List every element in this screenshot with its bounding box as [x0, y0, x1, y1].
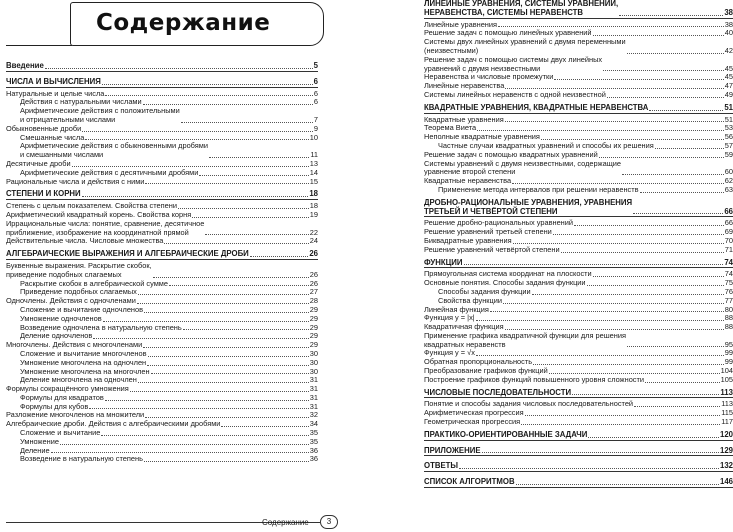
- toc-entry-title: Построение графиков функций повышенного уровня сложности: [424, 374, 645, 384]
- toc-entry-title: Теорема Виета: [424, 123, 477, 133]
- toc-entry-title: Возведение одночлена в натуральную степень: [20, 322, 182, 332]
- dot-leader: [205, 234, 308, 235]
- toc-page-number: 18: [309, 189, 318, 199]
- toc-page-number: 6: [313, 88, 318, 98]
- toc-page-number: 31: [309, 375, 318, 385]
- dot-leader: [532, 294, 724, 295]
- dot-leader: [490, 311, 724, 312]
- dot-leader: [649, 110, 723, 111]
- toc-page-number: 49: [724, 89, 733, 99]
- toc-entry[interactable]: [6, 178, 318, 187]
- dot-leader: [572, 394, 719, 395]
- toc-section-heading[interactable]: [6, 78, 318, 87]
- toc-entry-title: Функция y = |x|: [424, 313, 475, 323]
- dot-leader: [138, 294, 309, 295]
- dot-leader: [477, 130, 724, 131]
- toc-page-number: 6: [313, 97, 318, 107]
- toc-entry-title: Формулы для кубов: [20, 401, 89, 411]
- toc-entry-title: Применение графика квадратичной функции для решения квадратных неравенств: [424, 330, 626, 349]
- dot-leader: [138, 382, 309, 383]
- toc-entry-title: Неравенства и числовые промежутки: [424, 72, 554, 82]
- toc-page-number: 53: [724, 123, 733, 133]
- toc-section-heading[interactable]: [424, 478, 733, 487]
- toc-page-number: 13: [309, 158, 318, 168]
- toc-page-number: 30: [309, 348, 318, 358]
- toc-entry-title: Приведение подобных слагаемых: [20, 287, 137, 297]
- dot-leader: [541, 139, 724, 140]
- toc-page-number: 10: [309, 132, 318, 142]
- toc-entry[interactable]: [6, 220, 318, 238]
- toc-section-heading[interactable]: [424, 199, 733, 217]
- toc-entry-title: Решение задач с помощью системы двух линейных уравнений с двумя неизвестными: [424, 54, 603, 73]
- dot-leader: [505, 329, 724, 330]
- toc-entry-title: Преобразование графиков функций: [424, 366, 548, 376]
- toc-page-number: 129: [719, 445, 733, 455]
- toc-entry-title: АЛГЕБРАИЧЕСКИЕ ВЫРАЖЕНИЯ И АЛГЕБРАИЧЕСКИЕ ДРОБИ: [6, 249, 249, 259]
- toc-entry-title: ЛИНЕЙНЫЕ УРАВНЕНИЯ, СИСТЕМЫ УРАВНЕНИЙ, НЕРАВЕНСТВА, СИСТЕМЫ НЕРАВЕНСТВ: [424, 0, 619, 17]
- toc-page-number: 29: [309, 313, 318, 323]
- dot-leader: [151, 373, 309, 374]
- toc-entry-title: Десятичные дроби: [6, 158, 71, 168]
- dot-leader: [593, 35, 724, 36]
- toc-entry-title: ФУНКЦИИ: [424, 257, 463, 267]
- dot-leader: [130, 391, 309, 392]
- section-heading-block: [6, 62, 318, 72]
- dot-leader: [137, 303, 309, 304]
- toc-page-number: 36: [309, 445, 318, 455]
- dot-leader: [153, 277, 309, 278]
- toc-entry-title: Введение: [6, 61, 44, 70]
- dot-leader: [145, 417, 309, 418]
- dot-leader: [89, 408, 309, 409]
- toc-page-number: 11: [310, 150, 318, 160]
- toc-section-heading[interactable]: [424, 0, 733, 18]
- toc-page-number: 62: [724, 176, 733, 186]
- toc-entry-title: Применение метода интервалов при решении неравенств: [438, 184, 639, 194]
- toc-page-number: 28: [309, 296, 318, 306]
- toc-page-number: 77: [724, 295, 733, 305]
- toc-entry-title: Рациональные числа и действия с ними: [6, 176, 145, 186]
- toc-page-number: 99: [724, 357, 733, 367]
- toc-entry[interactable]: [6, 455, 318, 464]
- toc-entry-title: Арифметический квадратный корень. Свойства корня: [6, 209, 192, 219]
- section-heading-block: [6, 250, 318, 260]
- toc-entry-title: Частные случаи квадратных уравнений и способы их решения: [438, 140, 654, 150]
- toc-entry-title: Сложение и вычитание многочленов: [20, 348, 147, 358]
- toc-entry-title: Неполные квадратные уравнения: [424, 132, 540, 142]
- dot-leader: [554, 79, 723, 80]
- toc-entry-title: Деление многочлена на одночлен: [20, 375, 137, 385]
- toc-page-number: 18: [309, 201, 318, 211]
- toc-page-number: 42: [724, 45, 733, 55]
- section-heading-block: [6, 190, 318, 200]
- toc-page-number: 9: [313, 123, 318, 133]
- toc-entry-title: Буквенные выражения. Раскрытие скобок, приведение подобных слагаемых: [6, 260, 152, 279]
- section-heading-block: [424, 478, 733, 488]
- toc-page-number: 117: [721, 417, 733, 427]
- toc-page-number: 51: [724, 114, 733, 124]
- toc-page-number: 29: [309, 331, 318, 341]
- toc-entry[interactable]: [424, 418, 733, 427]
- toc-entry-title: Решение задач с помощью линейных уравнений: [424, 28, 592, 38]
- dot-leader: [503, 303, 724, 304]
- dot-leader: [60, 444, 309, 445]
- toc-section-heading[interactable]: [6, 250, 318, 259]
- toc-page-number: 40: [724, 28, 733, 38]
- toc-page-number: 71: [724, 244, 733, 254]
- toc-page-number: 47: [724, 81, 733, 91]
- toc-entry[interactable]: [424, 91, 733, 100]
- toc-entry-title: Квадратичная функция: [424, 322, 504, 332]
- dot-leader: [147, 365, 309, 366]
- toc-entry-title: ОТВЕТЫ: [424, 461, 459, 471]
- toc-entry-title: Возведение в натуральную степень: [20, 454, 143, 464]
- toc-page-number: 60: [724, 167, 733, 177]
- toc-page-number: 113: [721, 399, 733, 409]
- toc-page-number: 27: [309, 287, 318, 297]
- toc-entry-title: Решение уравнений четвёртой степени: [424, 244, 560, 254]
- dot-leader: [178, 208, 309, 209]
- dot-leader: [587, 285, 724, 286]
- dot-leader: [561, 252, 724, 253]
- toc-page-number: 66: [724, 206, 733, 216]
- toc-entry-title: Степень с целым показателем. Свойства степени: [6, 201, 177, 211]
- toc-page-number: 34: [309, 419, 318, 429]
- toc-entry[interactable]: [424, 38, 733, 56]
- toc-page-number: 38: [724, 7, 733, 17]
- toc-entry-title: Решение задач с помощью квадратных уравнений: [424, 149, 598, 159]
- toc-page-number: 45: [724, 72, 733, 82]
- dot-leader: [85, 139, 308, 140]
- toc-page-number: 5: [313, 61, 318, 70]
- dot-leader: [144, 461, 309, 462]
- toc-page-number: 14: [309, 167, 318, 177]
- toc-entry-title: Обыкновенные дроби: [6, 123, 82, 133]
- toc-page-number: 146: [719, 477, 733, 487]
- toc-section-heading[interactable]: [424, 447, 733, 456]
- toc-entry-title: Сложение и вычитание одночленов: [20, 304, 144, 314]
- dot-leader: [250, 256, 309, 257]
- section-heading-block: [424, 199, 733, 218]
- toc-page-number: 30: [309, 366, 318, 376]
- dot-leader: [102, 84, 313, 85]
- dot-leader: [498, 26, 724, 27]
- toc-page-number: 24: [309, 236, 318, 246]
- dot-leader: [72, 166, 309, 167]
- toc-page-number: 80: [724, 304, 733, 314]
- toc-page-number: 31: [309, 401, 318, 411]
- toc-section-heading[interactable]: [424, 431, 733, 440]
- toc-entry[interactable]: [6, 262, 318, 280]
- toc-page-number: 26: [309, 249, 318, 259]
- dot-leader: [513, 243, 724, 244]
- footer-label: Содержание: [262, 518, 309, 527]
- toc-entry-title: Арифметические действия с десятичными дробями: [20, 167, 199, 177]
- toc-entry-title: Решение дробно-рациональных уравнений: [424, 218, 574, 228]
- toc-entry-title: Сложение и вычитание: [20, 428, 101, 438]
- toc-section-heading[interactable]: [424, 104, 733, 113]
- dot-leader: [619, 15, 723, 16]
- toc-entry-title: Алгебраические дроби. Действия с алгебраическими дробями: [6, 419, 221, 429]
- toc-entry-title: Арифметическая прогрессия: [424, 408, 524, 418]
- toc-page-number: 69: [724, 227, 733, 237]
- toc-entry-title: Решение уравнений третьей степени: [424, 227, 552, 237]
- toc-entry-title: Умножение многочлена на одночлен: [20, 357, 147, 367]
- toc-section-heading[interactable]: [6, 62, 318, 71]
- toc-entry-title: Линейные неравенства: [424, 81, 505, 91]
- dot-leader: [549, 373, 720, 374]
- toc-entry[interactable]: [424, 376, 733, 385]
- toc-page-number: 22: [309, 227, 318, 237]
- toc-page-number: 57: [724, 140, 733, 150]
- toc-entry-title: СТЕПЕНИ И КОРНИ: [6, 189, 81, 199]
- toc-page-number: 88: [724, 313, 733, 323]
- toc-entry[interactable]: [424, 160, 733, 178]
- page-number-badge: 3: [320, 515, 338, 529]
- dot-leader: [553, 234, 724, 235]
- toc-page-number: 26: [309, 269, 318, 279]
- toc-page-number: 31: [309, 392, 318, 402]
- section-heading-block: [424, 447, 733, 457]
- toc-entry-title: Квадратные неравенства: [424, 176, 512, 186]
- dot-leader: [144, 312, 309, 313]
- dot-leader: [148, 356, 309, 357]
- toc-entry-title: ЧИСЛОВЫЕ ПОСЛЕДОВАТЕЛЬНОСТИ: [424, 387, 572, 397]
- dot-leader: [633, 213, 723, 214]
- toc-page-number: 105: [720, 374, 733, 384]
- dot-leader: [143, 104, 313, 105]
- toc-entry[interactable]: [6, 107, 318, 125]
- dot-leader: [105, 400, 309, 401]
- dot-leader: [221, 426, 308, 427]
- dot-leader: [655, 148, 724, 149]
- toc-entry-title: Деление одночленов: [20, 331, 93, 341]
- dot-leader: [516, 484, 719, 485]
- dot-leader: [476, 355, 724, 356]
- section-heading-block: [424, 389, 733, 399]
- toc-entry-title: Умножение: [20, 436, 59, 446]
- dot-leader: [93, 338, 308, 339]
- toc-section-heading[interactable]: [424, 462, 733, 471]
- toc-page-number: 6: [313, 76, 318, 86]
- toc-entry-title: Основные понятия. Способы задания функции: [424, 278, 586, 288]
- toc-page-number: 99: [724, 348, 733, 358]
- toc-page-number: 35: [309, 428, 318, 438]
- dot-leader: [45, 68, 313, 69]
- toc-entry-title: Умножение одночленов: [20, 313, 102, 323]
- toc-entry-title: ПРАКТИКО-ОРИЕНТИРОВАННЫЕ ЗАДАЧИ: [424, 429, 588, 439]
- toc-page-number: 7: [313, 114, 318, 124]
- toc-entry-title: Квадратные уравнения: [424, 114, 504, 124]
- toc-page-number: 74: [724, 269, 733, 279]
- toc-page-number: 36: [309, 454, 318, 464]
- toc-entry-title: Арифметические действия с положительными и отрицательными числами: [20, 106, 180, 124]
- toc-entry-title: ЧИСЛА И ВЫЧИСЛЕНИЯ: [6, 76, 101, 86]
- toc-entry-title: Иррациональные числа: понятие, сравнение, десятичное приближение, изображение на координатной прямой: [6, 218, 205, 237]
- toc-entry-title: Смешанные числа: [20, 132, 85, 142]
- toc-entry[interactable]: [6, 142, 318, 160]
- toc-entry-title: Многочлены. Действия с многочленами: [6, 340, 143, 350]
- toc-page-number: 120: [719, 429, 733, 439]
- dot-leader: [505, 121, 724, 122]
- toc-entry[interactable]: [6, 237, 318, 246]
- toc-page-number: 32: [309, 410, 318, 420]
- toc-entry-title: Линейные уравнения: [424, 19, 498, 29]
- toc-entry-title: Действия с натуральными числами: [20, 97, 142, 107]
- toc-page-number: 29: [309, 340, 318, 350]
- dot-leader: [640, 192, 724, 193]
- toc-page-number: 51: [724, 102, 733, 112]
- toc-entry-title: Прямоугольная система координат на плоскости: [424, 269, 592, 279]
- toc-entry-title: КВАДРАТНЫЕ УРАВНЕНИЯ, КВАДРАТНЫЕ НЕРАВЕНСТВА: [424, 102, 649, 112]
- dot-leader: [199, 175, 308, 176]
- toc-page-number: 45: [724, 63, 733, 73]
- toc-page-number: 95: [724, 339, 733, 349]
- toc-page-number: 15: [309, 176, 318, 186]
- toc-right-column: [424, 0, 733, 490]
- toc-page-number: 29: [309, 304, 318, 314]
- title-rule: [6, 45, 72, 46]
- toc-entry-title: Системы уравнений с двумя неизвестными, содержащие уравнение второй степени: [424, 158, 622, 177]
- toc-section-heading[interactable]: [424, 259, 733, 268]
- dot-leader: [164, 243, 308, 244]
- section-heading-block: [424, 462, 733, 472]
- dot-leader: [588, 437, 719, 438]
- toc-page-number: 75: [724, 278, 733, 288]
- dot-leader: [574, 225, 724, 226]
- dot-leader: [476, 320, 724, 321]
- toc-page-number: 115: [721, 408, 733, 418]
- toc-entry[interactable]: [424, 246, 733, 255]
- toc-entry-title: СПИСОК АЛГОРИТМОВ: [424, 477, 515, 487]
- dot-leader: [533, 364, 724, 365]
- dot-leader: [464, 264, 724, 265]
- toc-entry-title: Функция y = √x: [424, 348, 475, 358]
- toc-entry-title: Умножение многочлена на многочлен: [20, 366, 150, 376]
- dot-leader: [512, 183, 724, 184]
- toc-page-number: 66: [724, 218, 733, 228]
- section-heading-block: [6, 78, 318, 88]
- toc-entry-title: Раскрытие скобок в алгебраической сумме: [20, 278, 168, 288]
- dot-leader: [607, 97, 724, 98]
- toc-page-number: 30: [309, 357, 318, 367]
- toc-entry-title: Арифметические действия с обыкновенными дробями и смешанными числами: [20, 141, 208, 160]
- toc-left-column: [6, 62, 318, 464]
- dot-leader: [459, 468, 719, 469]
- toc-page-number: 35: [309, 436, 318, 446]
- toc-entry-title: Понятие и способы задания числовых последовательностей: [424, 399, 634, 409]
- section-heading-block: [424, 431, 733, 441]
- dot-leader: [627, 346, 724, 347]
- dot-leader: [525, 415, 721, 416]
- toc-page-number: 29: [309, 322, 318, 332]
- section-heading-block: [424, 0, 733, 19]
- dot-leader: [145, 183, 308, 184]
- toc-page-number: 70: [724, 235, 733, 245]
- dot-leader: [143, 347, 309, 348]
- dot-leader: [603, 70, 724, 71]
- dot-leader: [192, 217, 309, 218]
- section-heading-block: [424, 104, 733, 114]
- toc-page-number: 59: [724, 149, 733, 159]
- dot-leader: [482, 452, 719, 453]
- toc-entry-title: Одночлены. Действия с одночленами: [6, 296, 136, 306]
- toc-section-heading[interactable]: [6, 190, 318, 199]
- toc-page-number: 19: [309, 209, 318, 219]
- dot-leader: [505, 88, 723, 89]
- dot-leader: [599, 157, 724, 158]
- toc-entry-title: Натуральные и целые числа: [6, 88, 105, 98]
- toc-page-number: 132: [719, 461, 733, 471]
- dot-leader: [103, 321, 309, 322]
- dot-leader: [181, 122, 313, 123]
- toc-page-number: 104: [720, 366, 733, 376]
- toc-entry[interactable]: [6, 438, 318, 447]
- page-title: Содержание: [96, 10, 271, 36]
- toc-entry-title: Способы задания функции: [438, 286, 531, 296]
- toc-page-number: 88: [724, 322, 733, 332]
- toc-entry-title: Формулы сокращённого умножения: [6, 384, 129, 394]
- dot-leader: [183, 329, 309, 330]
- toc-entry-title: Свойства функции: [438, 295, 503, 305]
- toc-entry-title: Биквадратные уравнения: [424, 235, 512, 245]
- toc-entry-title: Системы линейных неравенств с одной неизвестной: [424, 89, 606, 99]
- dot-leader: [82, 196, 309, 197]
- dot-leader: [593, 276, 724, 277]
- dot-leader: [169, 285, 309, 286]
- dot-leader: [634, 406, 720, 407]
- dot-leader: [627, 53, 724, 54]
- toc-entry-title: Геометрическая прогрессия: [424, 417, 521, 427]
- toc-page-number: 26: [309, 278, 318, 288]
- toc-page-number: 38: [724, 19, 733, 29]
- toc-entry-title: Линейная функция: [424, 304, 489, 314]
- toc-page-number: 56: [724, 132, 733, 142]
- dot-leader: [209, 157, 309, 158]
- toc-page-number: 74: [724, 257, 733, 267]
- toc-entry-title: ПРИЛОЖЕНИЕ: [424, 445, 481, 455]
- toc-entry[interactable]: [424, 332, 733, 350]
- section-heading-block: [424, 259, 733, 269]
- dot-leader: [51, 452, 309, 453]
- toc-entry-title: Разложение многочленов на множители: [6, 410, 145, 420]
- dot-leader: [622, 174, 724, 175]
- toc-entry-title: Действительные числа. Числовые множества: [6, 236, 164, 246]
- dot-leader: [645, 382, 720, 383]
- toc-entry-title: Системы двух линейных уравнений с двумя переменными (неизвестными): [424, 37, 626, 55]
- toc-entry-title: Обратная пропорциональность: [424, 357, 533, 367]
- toc-page-number: 76: [724, 286, 733, 296]
- toc-page-number: 31: [309, 384, 318, 394]
- toc-entry-title: Формулы для квадратов: [20, 392, 104, 402]
- dot-leader: [105, 95, 312, 96]
- dot-leader: [521, 424, 720, 425]
- dot-leader: [82, 131, 313, 132]
- toc-section-heading[interactable]: [424, 389, 733, 398]
- toc-entry-title: ДРОБНО-РАЦИОНАЛЬНЫЕ УРАВНЕНИЯ, УРАВНЕНИЯ ТРЕТЬЕЙ И ЧЕТВЁРТОЙ СТЕПЕНИ: [424, 197, 633, 216]
- dot-leader: [101, 435, 308, 436]
- toc-page-number: 63: [724, 184, 733, 194]
- toc-page-number: 113: [720, 387, 733, 397]
- toc-entry[interactable]: [424, 186, 733, 195]
- toc-entry[interactable]: [424, 56, 733, 74]
- toc-entry-title: Деление: [20, 445, 50, 455]
